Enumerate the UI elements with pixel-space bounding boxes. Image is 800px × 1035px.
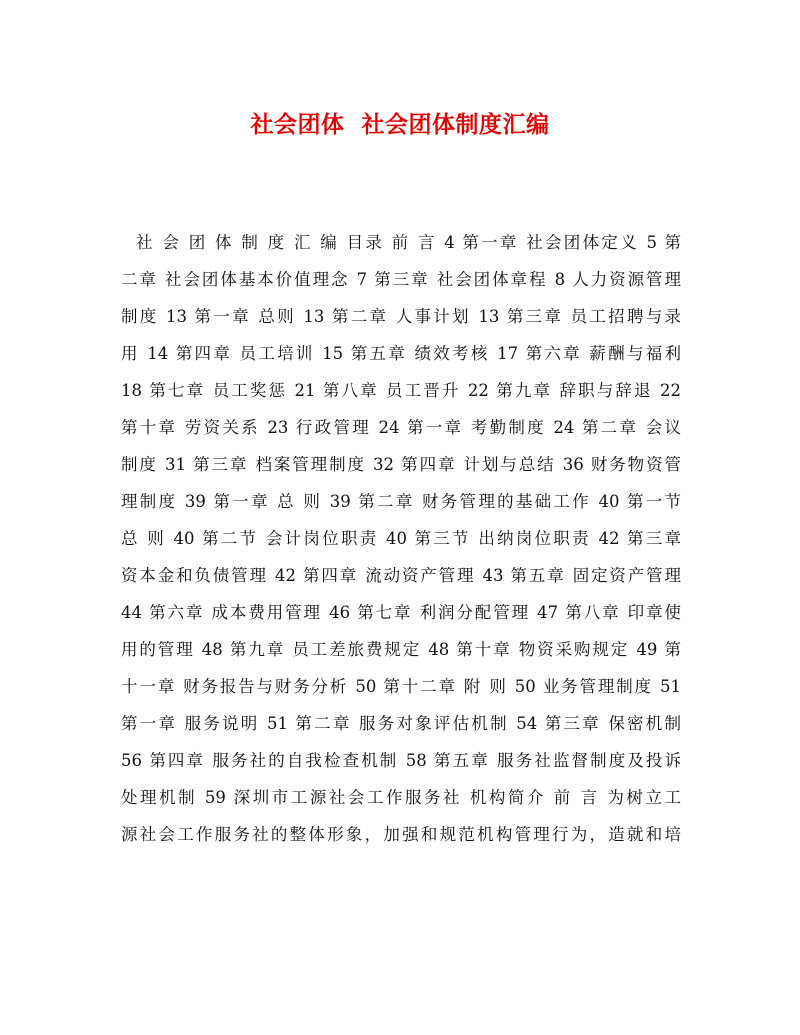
body-line-4: 用 14 第四章 员工培训 15 第五章 绩效考核 17 第六章 薪酬与福利: [121, 344, 681, 363]
body-line-6: 第十章 劳资关系 23 行政管理 24 第一章 考勤制度 24 第二章 会议: [121, 418, 681, 437]
body-line-12: 用的管理 48 第九章 员工差旅费规定 48 第十章 物资采购规定 49 第: [121, 640, 681, 659]
body-line-5: 18 第七章 员工奖惩 21 第八章 员工晋升 22 第九章 辞职与辞退 22: [121, 381, 681, 400]
body-line-8: 理制度 39 第一章 总 则 39 第二章 财务管理的基础工作 40 第一节: [121, 492, 681, 511]
body-line-11: 44 第六章 成本费用管理 46 第七章 利润分配管理 47 第八章 印章使: [121, 603, 681, 622]
body-line-10: 资本金和负债管理 42 第四章 流动资产管理 43 第五章 固定资产管理: [121, 566, 681, 585]
body-line-7: 制度 31 第三章 档案管理制度 32 第四章 计划与总结 36 财务物资管: [121, 455, 681, 474]
document-title: 社会团体 社会团体制度汇编: [250, 111, 550, 138]
body-line-1: 社 会 团 体 制 度 汇 编 目录 前 言 4 第一章 社会团体定义 5 第: [121, 233, 681, 252]
body-line-14: 第一章 服务说明 51 第二章 服务对象评估机制 54 第三章 保密机制: [121, 714, 681, 733]
body-line-15: 56 第四章 服务社的自我检查机制 58 第五章 服务社监督制度及投诉: [121, 751, 681, 770]
body-line-3: 制度 13 第一章 总则 13 第二章 人事计划 13 第三章 员工招聘与录: [121, 307, 681, 326]
body-line-9: 总 则 40 第二节 会计岗位职责 40 第三节 出纳岗位职责 42 第三章: [121, 529, 681, 548]
body-line-13: 十一章 财务报告与财务分析 50 第十二章 附 则 50 业务管理制度 51: [121, 677, 681, 696]
body-line-16: 处理机制 59 深圳市工源社会工作服务社 机构简介 前 言 为树立工: [121, 788, 681, 807]
body-line-2: 二章 社会团体基本价值理念 7 第三章 社会团体章程 8 人力资源管理: [121, 270, 681, 289]
document-body: [121, 224, 681, 853]
body-line-17: 源社会工作服务社的整体形象，加强和规范机构管理行为，造就和培: [121, 825, 681, 844]
